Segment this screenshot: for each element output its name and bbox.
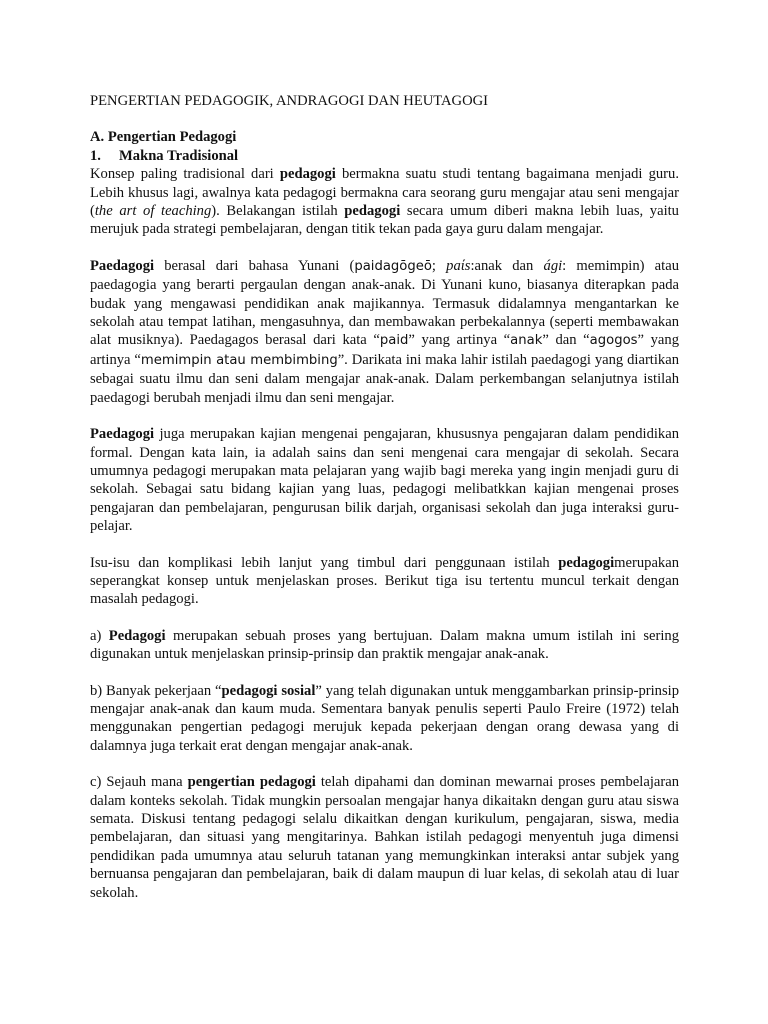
italic-term: ági (543, 257, 563, 274)
paragraph-5: a) Pedagogi merupakan sebuah proses yang bertujuan. Dalam makna umum istilah ini sering digunakan untuk menjelaskan prinsip-prinsip dan praktik mengajar anak-anak. (90, 627, 679, 663)
document-body (90, 92, 679, 920)
greek-term: agogos (589, 333, 638, 349)
bold-term: pedagogi (344, 203, 401, 220)
bold-term: pedagogi (279, 166, 336, 183)
paragraph-6: b) Banyak pekerjaan “pedagogi sosial” yang telah digunakan untuk menggambarkan prinsip-prinsip mengajar anak-anak dan kaum muda. Sementara banyak penulis seperti Paulo Freire (1972) telah menggunakan pengertian pedagogi merujuk kepada pekerjaan dengan orang dewasa yang di dalamnya juga terkait erat dengan mengajar anak-anak. (90, 682, 679, 754)
section-heading-a: A. Pengertian Pedagogi (90, 129, 237, 146)
italic-term: the art of teaching (94, 203, 212, 220)
paragraph-1: Konsep paling tradisional dari pedagogi bermakna suatu studi tentang bagaimana menjadi guru. Lebih khusus lagi, awalnya kata pedagogi bermakna cara seorang guru mengajar atau seni mengajar (the art of teaching). Belakangan istilah pedagogi secara umum diberi makna lebih luas, yaitu merujuk pada strategi pembelajaran, dengan titik tekan pada gaya guru dalam mengajar. (90, 166, 679, 238)
subsection-heading-1 (90, 147, 679, 165)
document-title: PENGERTIAN PEDAGOGIK, ANDRAGOGI DAN HEUTAGOGI (90, 93, 489, 109)
italic-term: paίs (446, 257, 471, 274)
greek-term: paid (379, 333, 409, 349)
paragraph-3: Paedagogi juga merupakan kajian mengenai pengajaran, khususnya pengajaran dalam pendidikan formal. Dengan kata lain, ia adalah sains dan seni mengenai cara mengajar di sekolah. Secara umumnya pedagogi merupakan mata pelajaran yang wajib bagi mereka yang ingin menjadi guru di sekolah. Sebagai satu bidang kajian yang luas, pedagogi melibatkkan kajian mengenai proses pengajaran dan pembelajaran, pengurusan bilik darjah, organisasi sekolah dan juga interaksi guru-pelajar. (90, 426, 679, 535)
greek-term: anak (510, 333, 543, 349)
subsection-title: Makna Tradisional (119, 147, 239, 164)
bold-term: Paedagogi (90, 257, 155, 274)
greek-term: memimpin atau membimbing (140, 352, 338, 368)
bold-term: Paedagogi (90, 426, 155, 443)
bold-term: pedagogi (558, 554, 615, 571)
paragraph-2: Paedagogi berasal dari bahasa Yunani (paidagōgeō; paίs:anak dan ági: memimpin) atau paedagogia yang berarti pergaulan dengan anak-anak. Di Yunani kuno, biasanya diterapkan pada budak yang mengawasi pendidikan anak majikannya. Termasuk didalamnya mengantarkan ke sekolah atau tempat latihan, mengasuhnya, dan membawakan perbekalannya (seperti membawakan alat musiknya). Paedagagos berasal dari kata “paid” yang artinya “anak” dan “agogos” yang artinya “memimpin atau membimbing”. Darikata ini maka lahir istilah paedagogi yang diartikan sebagai suatu ilmu dan seni dalam mengajar anak-anak. Dalam perkembangan selanjutnya istilah paedagogi berubah menjadi ilmu dan seni mengajar. (90, 257, 680, 406)
bold-term: pengertian pedagogi (187, 774, 316, 791)
subsection-number: 1. (90, 147, 101, 164)
paragraph-4: Isu-isu dan komplikasi lebih lanjut yang timbul dari penggunaan istilah pedagogimerupakan seperangkat konsep untuk menjelaskan proses. Berikut tiga isu tertentu muncul terkait dengan masalah pedagogi. (90, 554, 679, 608)
bold-term: pedagogi sosial (221, 682, 316, 699)
bold-term: Pedagogi (108, 627, 166, 644)
greek-term: paidagōgeō (354, 258, 432, 274)
paragraph-7: c) Sejauh mana pengertian pedagogi telah dipahami dan dominan mewarnai proses pembelajaran dalam konteks sekolah. Tidak mungkin persoalan mengajar hanya dikaitakn dengan guru atau siswa semata. Diskusi tentang pedagogi selalu dikaitkan dengan kurikulum, pengajaran, siswa, media pembelajaran, dan situasi yang mengitarinya. Bahkan istilah pedagogi menyentuh juga dimensi pendidikan pada umumnya atau seluruh tatanan yang memungkinkan interaksi antar subjek yang bernuansa pengajaran dan pembelajaran, baik di dalam maupun di luar kelas, di sekolah atau di luar sekolah. (90, 774, 679, 901)
